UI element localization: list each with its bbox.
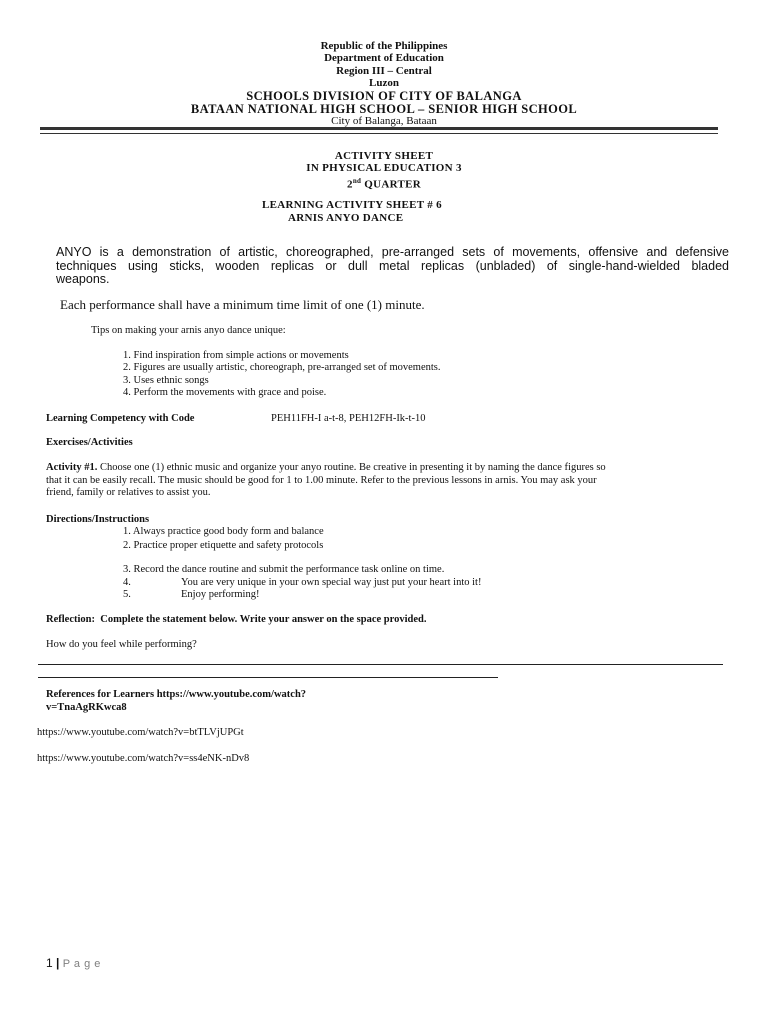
direction-item: 1. Always practice good body form and balance <box>123 526 324 537</box>
header-school: BATAAN NATIONAL HIGH SCHOOL – SENIOR HIGH SCHOOL <box>190 102 578 116</box>
answer-line-2 <box>38 677 498 678</box>
direction-item: You are very unique in your own special way just put your heart into it! <box>181 577 482 588</box>
reflection-line <box>46 614 427 627</box>
learning-activity-sheet-number: LEARNING ACTIVITY SHEET # 6 <box>262 199 442 211</box>
quarter-number: 2 <box>347 178 353 191</box>
quarter-suffix: nd <box>352 177 362 185</box>
header-double-rule-thick <box>40 127 718 130</box>
activity-line-2: that it can be easily recall. The music should be good for 1 to 1.00 minute. Refer to the previous lessons in arnis. You may ask your <box>46 475 597 486</box>
intro-line-3: weapons. <box>56 272 110 286</box>
header-division: SCHOOLS DIVISION OF CITY OF BALANGA <box>246 89 522 103</box>
title-subject: IN PHYSICAL EDUCATION 3 <box>306 162 462 174</box>
direction-item-number: 5. <box>123 589 131 600</box>
direction-item: Enjoy performing! <box>181 589 260 600</box>
activity-text: Choose one (1) ethnic music and organize your anyo routine. Be creative in presenting it by naming the dance figures so <box>97 462 606 473</box>
title-activity-sheet: ACTIVITY SHEET <box>334 150 434 162</box>
page-separator: | <box>56 956 60 970</box>
tips-heading: Tips on making your arnis anyo dance unique: <box>91 325 286 336</box>
tip-item: 2. Figures are usually artistic, choreograph, pre-arranged set of movements. <box>123 362 441 373</box>
intro-time-limit: Each performance shall have a minimum time limit of one (1) minute. <box>60 297 425 312</box>
tip-item: 1. Find inspiration from simple actions or movements <box>123 350 349 361</box>
reflection-instruction: Complete the statement below. Write your answer on the space provided. <box>94 614 427 625</box>
intro-line-1: ANYO is a demonstration of artistic, choreographed, pre-arranged sets of movements, offensive and defensive <box>56 245 729 259</box>
activity-line-3: friend, family or relatives to assist you. <box>46 487 211 498</box>
direction-item-number: 4. <box>123 577 131 588</box>
learning-activity-sheet-title: ARNIS ANYO DANCE <box>288 212 404 224</box>
header-republic: Republic of the Philippines <box>320 40 448 52</box>
tip-item: 3. Uses ethnic songs <box>123 375 209 386</box>
tip-item: 4. Perform the movements with grace and poise. <box>123 387 327 398</box>
header-city: City of Balanga, Bataan <box>331 115 437 127</box>
direction-item: 2. Practice proper etiquette and safety protocols <box>123 540 324 551</box>
references-label: References for Learners https://www.youtube.com/watch? <box>46 689 307 700</box>
competency-label: Learning Competency with Code <box>46 413 195 424</box>
reference-link-1[interactable]: https://www.youtube.com/watch?v=btTLVjUPGt <box>37 727 244 738</box>
title-quarter <box>0 175 768 192</box>
header-department: Department of Education <box>324 52 444 64</box>
activity-label: Activity #1. <box>46 462 98 473</box>
exercises-heading: Exercises/Activities <box>46 437 133 448</box>
header-double-rule-thin <box>40 133 718 134</box>
directions-heading: Directions/Instructions <box>46 514 150 525</box>
header-luzon: Luzon <box>369 77 399 89</box>
reflection-label: Reflection: <box>46 614 95 625</box>
reflection-question: How do you feel while performing? <box>46 639 197 650</box>
reference-link-2[interactable]: https://www.youtube.com/watch?v=ss4eNK-nDv8 <box>37 753 250 764</box>
activity-line-1 <box>46 462 724 475</box>
answer-line-1 <box>38 664 723 665</box>
competency-code: PEH11FH-I a-t-8, PEH12FH-Ik-t-10 <box>271 413 426 424</box>
page-number: 1 <box>46 956 53 970</box>
intro-line-2: techniques using sticks, wooden replicas or dull metal replicas (unbladed) of single-hand-wielded bladed <box>56 259 729 273</box>
quarter-label: QUARTER <box>361 178 421 191</box>
references-label-continued: v=TnaAgRKwca8 <box>46 702 127 713</box>
page-word: P a g e <box>62 958 101 970</box>
direction-item: 3. Record the dance routine and submit the performance task online on time. <box>123 564 445 575</box>
page-footer <box>46 956 101 970</box>
header-region: Region III – Central <box>336 65 432 77</box>
